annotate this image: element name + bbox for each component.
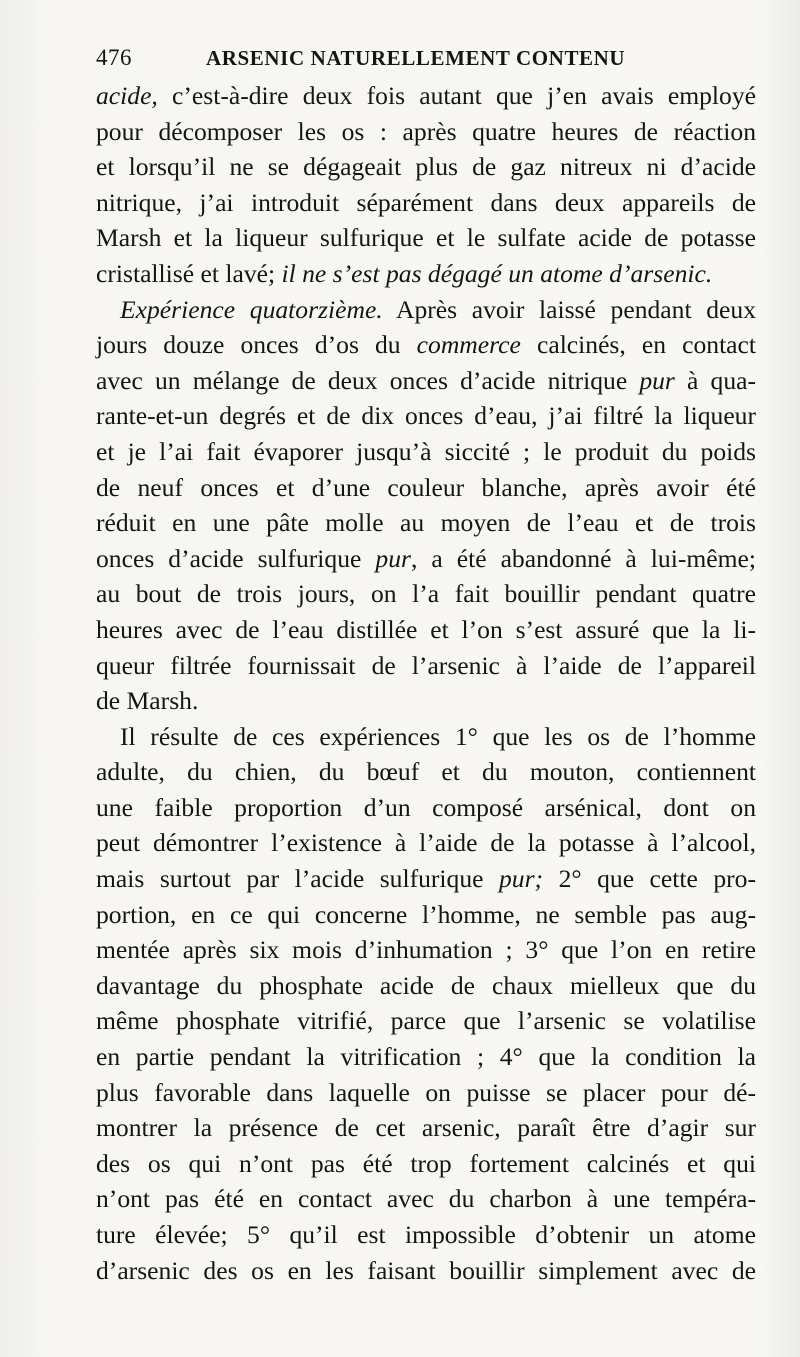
text-line: [96, 78, 756, 114]
text-line: [96, 790, 756, 826]
text-segment: ture élevée; 5° qu’il est impossible d’obtenir un atome: [96, 1220, 756, 1249]
text-segment: calcinés, en contact: [520, 330, 757, 360]
text-line: [96, 932, 756, 968]
page-header: [96, 38, 756, 78]
text-line: [96, 363, 756, 399]
text-line: [96, 256, 756, 292]
text-line: [96, 470, 756, 506]
running-title: ARSENIC NATURELLEMENT CONTENU: [206, 46, 626, 70]
body-text: [96, 78, 756, 1288]
text-segment: , a été abandonné à lui-même;: [410, 543, 756, 573]
text-line: [96, 1039, 756, 1075]
text-line: [96, 612, 756, 648]
italic-segment: Expérience quatorzième.: [120, 294, 383, 324]
text-line: [96, 292, 756, 328]
text-segment: avec un mélange de deux onces d’acide nitrique: [96, 365, 640, 395]
text-line: [96, 220, 756, 256]
text-line: [96, 1003, 756, 1039]
text-segment: adulte, du chien, du bœuf et du mouton, contiennent: [96, 757, 756, 787]
text-segment: mais surtout par l’acide sulfurique: [96, 864, 499, 894]
text-line: [96, 1110, 756, 1146]
text-segment: réduit en une pâte molle au moyen de l’eau et de trois: [96, 508, 756, 538]
italic-segment: commerce: [416, 330, 521, 360]
text-segment: 2° que cette pro-: [543, 864, 756, 894]
text-segment: même phosphate vitrifié, parce que l’arsenic se volatilise: [96, 1006, 756, 1036]
text-segment: et je l’ai fait évaporer jusqu’à siccité ; le produit du poids: [96, 436, 756, 466]
text-segment: nitrique, j’ai introduit séparément dans deux appareils de: [96, 187, 756, 217]
italic-segment: pur;: [499, 864, 544, 894]
text-segment: portion, en ce qui concerne l’homme, ne semble pas aug-: [96, 899, 756, 929]
text-line: [96, 897, 756, 933]
text-line: [96, 398, 756, 434]
text-line: [96, 327, 756, 363]
text-segment: Marsh et la liqueur sulfurique et le sulfate acide de potasse: [96, 223, 756, 253]
text-line: [96, 683, 756, 719]
text-line: [96, 648, 756, 684]
text-line: [96, 968, 756, 1004]
text-line: [96, 754, 756, 790]
text-line: [96, 1146, 756, 1182]
text-line: [96, 576, 756, 612]
text-segment: montrer la présence de cet arsenic, paraît être d’agir sur: [96, 1113, 756, 1143]
text-segment: d’arsenic des os en les faisant bouillir simplement avec de: [96, 1255, 756, 1285]
text-segment: au bout de trois jours, on l’a fait bouillir pendant quatre: [96, 579, 756, 609]
text-line: [96, 185, 756, 221]
text-segment: Après avoir laissé pendant deux: [382, 294, 756, 324]
text-line: [96, 541, 756, 577]
text-segment: des os qui n’ont pas été trop fortement calcinés et qui: [96, 1148, 756, 1178]
text-segment: davantage du phosphate acide de chaux mielleux que du: [96, 970, 756, 1000]
text-segment: cristallisé et lavé;: [96, 258, 282, 288]
page-number: 476: [96, 45, 132, 70]
text-line: [96, 1075, 756, 1111]
text-line: [96, 1217, 756, 1253]
text-segment: plus favorable dans laquelle on puisse se placer pour dé-: [96, 1077, 756, 1107]
text-segment: onces d’acide sulfurique: [96, 543, 376, 573]
text-line: [96, 1253, 756, 1289]
italic-segment: pur: [639, 365, 675, 395]
italic-segment: pur: [375, 543, 411, 573]
text-line: [96, 861, 756, 897]
italic-segment: acide,: [96, 81, 158, 110]
text-line: [96, 505, 756, 541]
text-segment: n’ont pas été en contact avec du charbon à une tempéra-: [96, 1184, 756, 1214]
text-segment: de neuf onces et d’une couleur blanche, après avoir été: [96, 472, 756, 502]
text-segment: heures avec de l’eau distillée et l’on s’est assuré que la li-: [96, 614, 756, 644]
text-segment: et lorsqu’il ne se dégageait plus de gaz nitreux ni d’acide: [96, 152, 756, 182]
text-line: [96, 114, 756, 150]
text-segment: jours douze onces d’os du: [96, 330, 417, 360]
text-segment: mentée après six mois d’inhumation ; 3° que l’on en retire: [96, 935, 756, 965]
text-segment: une faible proportion d’un composé arsénical, dont on: [96, 792, 756, 822]
text-segment: peut démontrer l’existence à l’aide de la potasse à l’alcool,: [96, 828, 756, 858]
text-segment: queur filtrée fournissait de l’arsenic à l’aide de l’appareil: [96, 650, 756, 680]
text-segment: en partie pendant la vitrification ; 4° que la condition la: [96, 1042, 756, 1072]
text-line: [96, 149, 756, 185]
text-line: [96, 825, 756, 861]
text-segment: rante-et-un degrés et de dix onces d’eau, j’ai filtré la liqueur: [96, 401, 756, 431]
text-segment: Il résulte de ces expériences 1° que les os de l’homme: [120, 721, 756, 751]
text-segment: de Marsh.: [96, 686, 199, 716]
text-segment: à qua-: [674, 365, 756, 395]
text-line: [96, 719, 756, 755]
italic-segment: il ne s’est pas dégagé un atome d’arsenic.: [281, 258, 713, 288]
text-line: [96, 1181, 756, 1217]
text-line: [96, 434, 756, 470]
text-segment: pour décomposer les os : après quatre heures de réaction: [96, 116, 756, 146]
text-segment: c’est-à-dire deux fois autant que j’en avais employé: [157, 81, 756, 110]
